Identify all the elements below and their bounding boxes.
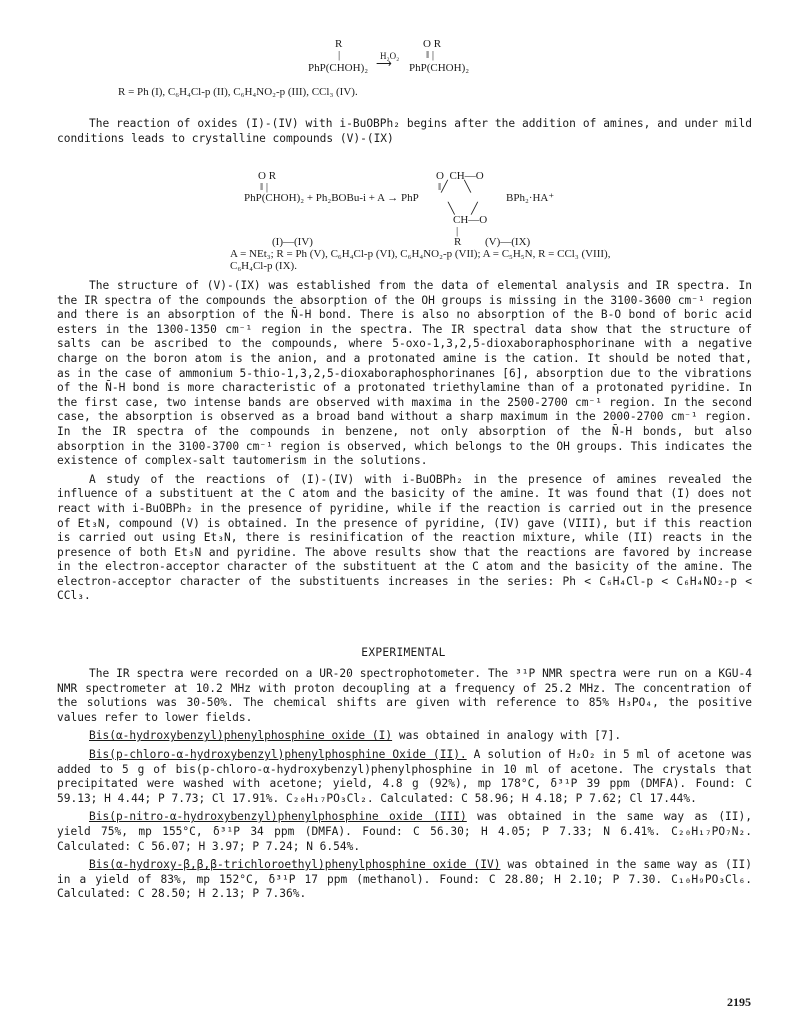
scheme2-equation: PhP(CHOH)₂ + Ph₂BOBu-i + A → PhP — [244, 192, 419, 204]
scheme1-reactant: PhP(CHOH)₂ — [308, 62, 369, 74]
entry-text: was obtained in analogy with [7]. — [392, 729, 622, 743]
entry-title: Bis(α-hydroxy-β,β,β-trichloroethyl)phenylphosphine oxide (IV) — [89, 858, 501, 872]
entry-compound-IV — [57, 858, 752, 902]
entry-title: Bis(p-nitro-α-hydroxybenzyl)phenylphosphine oxide (III) — [89, 810, 467, 824]
scheme1-reagent: H₂O₂ — [380, 51, 400, 61]
scheme1-product: PhP(CHOH)₂ — [409, 62, 470, 74]
discussion-section — [57, 279, 752, 604]
entry-compound-II — [57, 748, 752, 806]
paragraph-structure: The structure of (V)-(IX) was established from the data of elemental analysis and IR spectra. In the IR spectra of the compounds the absorption of the OH groups is missing in the 3100-3600 cm⁻¹ region and there is an absorption of the N̄-H bond. There is also no absorption of the B-O bond of boric acid esters in the 1300-1350 cm⁻¹ region in the spectra. The IR spectral data show that the structure of salts can be ascribed to the compounds, where 5-oxo-1,3,2,5-dioxaboraphosphorinane with a negative charge on the boron atom is the anion, and a protonated amine is the cation. It should be noted that, as in the case of ammonium 5-thio-1,3,2,5-dioxaboraphosphorinanes [6], absorption due to the vibrations of the N̄-H bond is more characteristic of a protonated triethylamine than of a protonated pyridine. In the first case, two intense bands are observed with maxima in the 2500-2700 cm⁻¹ region. In the second case, the absorption is observed as a broad band without a sharp maximum in the 2000-2700 cm⁻¹ region. In the IR spectra of the compounds in benzene, not only absorption of the N̄-H bonds, but also absorption in the 3100-3700 cm⁻¹ region is observed, which belongs to the OH groups. This indicates the existence of complex-salt tautomerism in the solutions. — [57, 279, 752, 468]
entry-compound-I — [57, 729, 752, 744]
scheme2-ring-top: O CH—O — [436, 170, 484, 182]
scheme2-caption-line2: C₆H₄Cl-p (IX). — [230, 260, 297, 272]
scheme2-ring-R: R — [454, 236, 462, 248]
experimental-heading: EXPERIMENTAL — [361, 646, 446, 659]
scheme2-ring-bottom: CH—O — [453, 214, 488, 226]
reaction-scheme-2 — [0, 160, 807, 280]
scheme1-caption: R = Ph (I), C₆H₄Cl-p (II), C₆H₄NO₂-p (III), CCl₃ (IV). — [118, 86, 358, 98]
entry-compound-III — [57, 810, 752, 854]
entry-text: was obtained in the same way as (II), yield 75%, mp 155°C, δ³¹P 34 ppm (DMFA). Found: C 56.30; H 4.05; P 7.33; N 6.41%. C₂₀H₁₇PO₇N₂. Calculated: C 56.07; H 3.97; P 7.24; N 6.54%. — [57, 810, 753, 853]
scheme2-label-right: (V)—(IX) — [485, 236, 531, 248]
scheme1-product-bonds: ‖ | — [426, 49, 435, 61]
experimental-intro: The IR spectra were recorded on a UR-20 spectrophotometer. The ³¹P NMR spectra were run on a KGU-4 NMR spectrometer at 10.2 MHz with proton decoupling at a frequency of 25.2 MHz. The concentration of the solutions was 30-50%. The chemical shifts are given with reference to 85% H₃PO₄, the positive values refer to lower fields. — [57, 667, 752, 724]
entry-title: Bis(p-chloro-α-hydroxybenzyl)phenylphosphine Oxide (II). — [89, 747, 467, 761]
experimental-section — [57, 667, 752, 902]
scheme1-arrow: ⟶ — [376, 58, 392, 70]
entry-title: Bis(α-hydroxybenzyl)phenylphosphine oxide (I) — [89, 729, 393, 743]
entry-text: A solution of H₂O₂ in 5 ml of acetone was added to 5 g of bis(p-chloro-α-hydroxybenzyl)phenylphosphine in 10 ml of acetone. The crystals that precipitated were washed with acetone; yield, 4.8 g (92%), mp 178°C, δ³¹P 39 ppm (DMFA). Found: C 59.13; H 4.44; P 7.73; Cl 17.91%. C₂₀H₁₇PO₃Cl₂. Calculated: C 58.96; H 4.18; P 7.62; Cl 17.44%. — [57, 747, 752, 805]
scheme2-ring-R-bond: | — [456, 225, 459, 237]
page-number: 2195 — [727, 995, 751, 1009]
reaction-scheme-1 — [0, 0, 807, 100]
entry-text: was obtained in the same way as (II) in a yield of 83%, mp 152°C, δ³¹P 17 ppm (methanol). Found: C 28.80; H 2.10; P 7.30. C₁₀H₉PO₃Cl₆. Calculated: C 28.50; H 2.13; P 7.36%. — [57, 858, 752, 901]
scheme1-reactant-substituent: R — [335, 38, 343, 50]
scheme2-left-substituent: O R — [258, 170, 277, 182]
scheme2-ring-right: BPh₂·HA⁺ — [506, 192, 555, 204]
scheme2-left-bonds: ‖ | — [260, 181, 269, 193]
scheme2-caption-line1: A = NEt₃; R = Ph (V), C₆H₄Cl-p (VI), C₆H₄NO₂-p (VII); A = C₅H₅N, R = CCl₃ (VIII), — [230, 248, 611, 260]
intro-paragraph: The reaction of oxides (I)-(IV) with i-BuOBPh₂ begins after the addition of amines, and under mild conditions leads to crystalline compounds (V)-(IX) — [57, 117, 752, 145]
scheme2-label-left: (I)—(IV) — [272, 236, 313, 248]
scheme1-reactant-bond: | — [338, 49, 341, 61]
paragraph-reactions: A study of the reactions of (I)-(IV) with i-BuOBPh₂ in the presence of amines revealed the influence of a substituent at the C atom and the basicity of the amine. It was found that (I) does not react with i-BuOBPh₂ in the presence of pyridine, while if the reaction is carried out in the presence of Et₃N, compound (V) is obtained. In the presence of pyridine, (IV) gave (VIII), but if this reaction is carried out using Et₃N, there is resinification of the reaction mixture, while (II) reacts in the presence of both Et₃N and pyridine. The above results show that the reactions are favored by increase in the electron-acceptor character of the substituent at the C atom and the basicity of the amine. The electron-acceptor character of the substituents increases in the series: Ph < C₆H₄Cl-p < C₆H₄NO₂-p < CCl₃. — [57, 472, 752, 603]
scheme1-product-substituent: O R — [423, 38, 442, 50]
scheme2-ring-bond-upper: ‖╱ ╲ — [438, 181, 471, 193]
scheme2-ring-bond-lower: ╲ ╱ — [448, 203, 478, 215]
